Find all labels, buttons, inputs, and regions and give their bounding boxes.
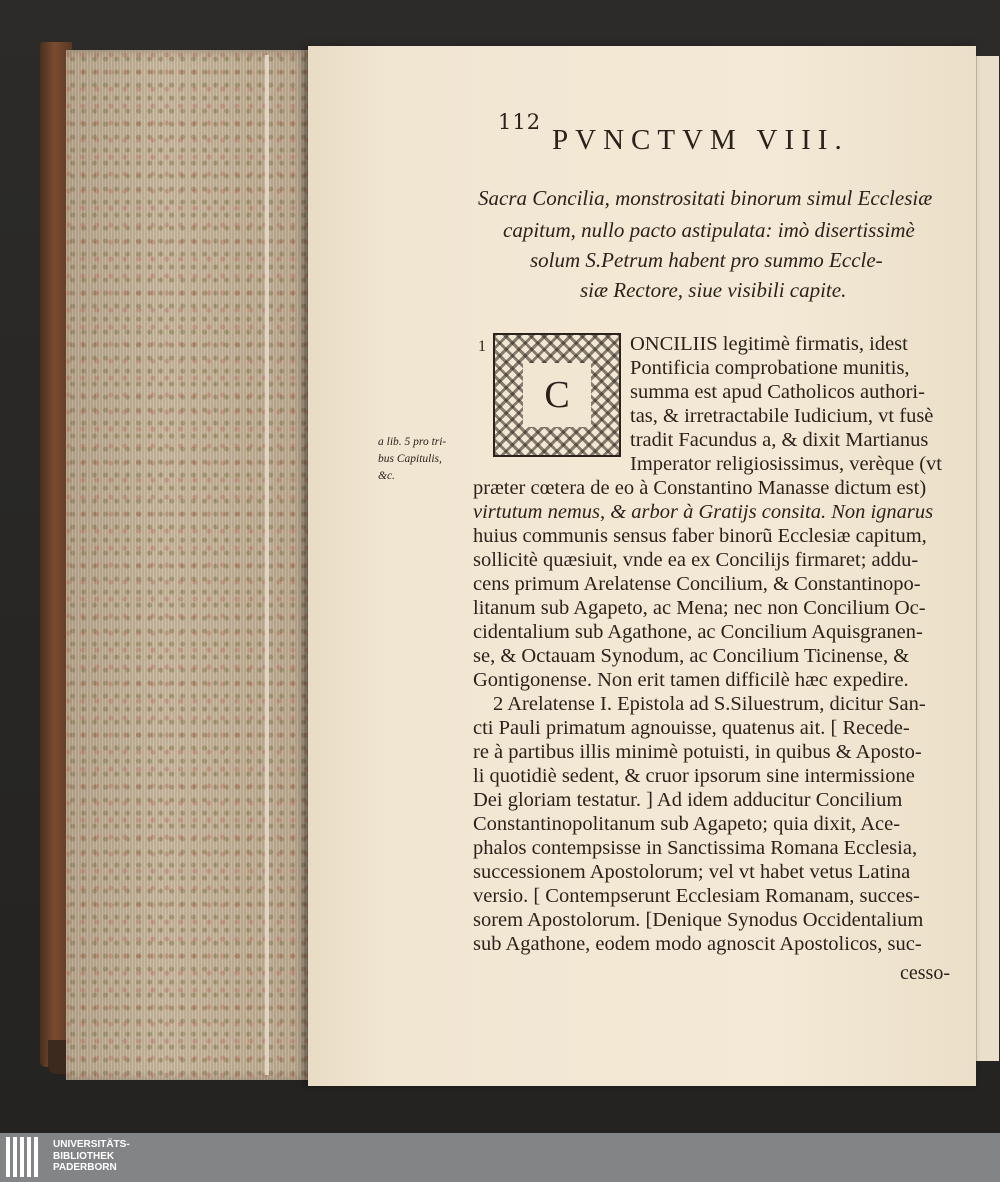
summary-line: siæ Rectore, siue visibili capite. — [580, 278, 847, 302]
library-name — [53, 1139, 130, 1174]
body-line: huius communis sensus faber binorũ Ecclesiæ capitum, — [473, 525, 927, 547]
body-line: cti Pauli primatum agnouisse, quatenus ait. [ Recede- — [473, 717, 910, 739]
body-line: ONCILIIS legitimè firmatis, idest — [630, 333, 908, 355]
margin-note-line: bus Capitulis, — [378, 453, 442, 465]
catchword: cesso- — [900, 962, 950, 984]
body-line: præter cœtera de eo à Constantino Manasse dictum est) — [473, 477, 927, 499]
page-stack-highlight — [265, 55, 269, 1075]
body-line: summa est apud Catholicos authori- — [630, 381, 925, 403]
page-heading: PVNCTVM VIII. — [552, 124, 849, 156]
margin-note-line: a lib. 5 pro tri- — [378, 436, 447, 448]
body-line: Constantinopolitanum sub Agapeto; quia dixit, Ace- — [473, 813, 901, 835]
library-name-line: UNIVERSITÄTS- — [53, 1139, 130, 1150]
body-line: 2 Arelatense I. Epistola ad S.Siluestrum, dicitur San- — [493, 693, 926, 715]
body-line: Pontificia comprobatione munitis, — [630, 357, 910, 379]
body-line: litanum sub Agapeto, ac Mena; nec non Concilium Oc- — [473, 597, 926, 619]
body-line: virtutum nemus, & arbor à Gratijs consita. Non ignarus — [473, 501, 934, 523]
body-line: sorem Apostolorum. [Denique Synodus Occidentalium — [473, 909, 924, 931]
library-footer — [0, 1133, 1000, 1182]
body-line: phalos contempsisse in Sanctissima Romana Ecclesia, — [473, 837, 918, 859]
body-line: Dei gloriam testatur. ] Ad idem adducitur Concilium — [473, 789, 903, 811]
body-line: sub Agathone, eodem modo agnoscit Apostolicos, suc- — [473, 933, 922, 955]
drop-cap-ornament — [493, 333, 621, 457]
body-line: tas, & irretractabile Iudicium, vt fusè — [630, 405, 934, 427]
body-line: successionem Apostolorum; vel vt habet vetus Latina — [473, 861, 911, 883]
body-line: li quotidiè sedent, & cruor ipsorum sine intermissione — [473, 765, 915, 787]
body-line: cidentalium sub Agathone, ac Concilium Aquisgranen- — [473, 621, 923, 643]
paragraph-marker: 1 — [478, 338, 486, 355]
body-line: cens primum Arelatense Concilium, & Constantinopo- — [473, 573, 921, 595]
body-line: re à partibus illis minimè potuisti, in quibus & Aposto- — [473, 741, 922, 763]
summary-line: Sacra Concilia, monstrositati binorum simul Ecclesiæ — [478, 186, 933, 210]
margin-note-line: &c. — [378, 470, 395, 482]
body-line: se, & Octauam Synodum, ac Concilium Ticinense, & — [473, 645, 910, 667]
body-line: Imperator religiosissimus, verèque (vt — [630, 453, 942, 475]
body-line: sollicitè quæsiuit, vnde ea ex Concilijs firmaret; addu- — [473, 549, 919, 571]
library-name-line: BIBLIOTHEK — [53, 1150, 115, 1162]
body-line: tradit Facundus a, & dixit Martianus — [630, 429, 929, 451]
summary-line: solum S.Petrum habent pro summo Eccle- — [530, 248, 883, 272]
body-line: versio. [ Contempserunt Ecclesiam Romanam, succes- — [473, 885, 920, 907]
page-stack — [66, 50, 310, 1080]
body-line: Gontigonense. Non erit tamen difficilè hæc expedire. — [473, 669, 909, 691]
summary-line: capitum, nullo pacto astipulata: imò disertissimè — [503, 218, 915, 242]
page-number: 112 — [498, 110, 542, 134]
drop-cap-letter: C — [523, 363, 591, 427]
next-page-edge — [976, 56, 999, 1061]
library-name-line: PADERBORN — [53, 1162, 117, 1173]
library-logo-icon — [6, 1137, 46, 1177]
